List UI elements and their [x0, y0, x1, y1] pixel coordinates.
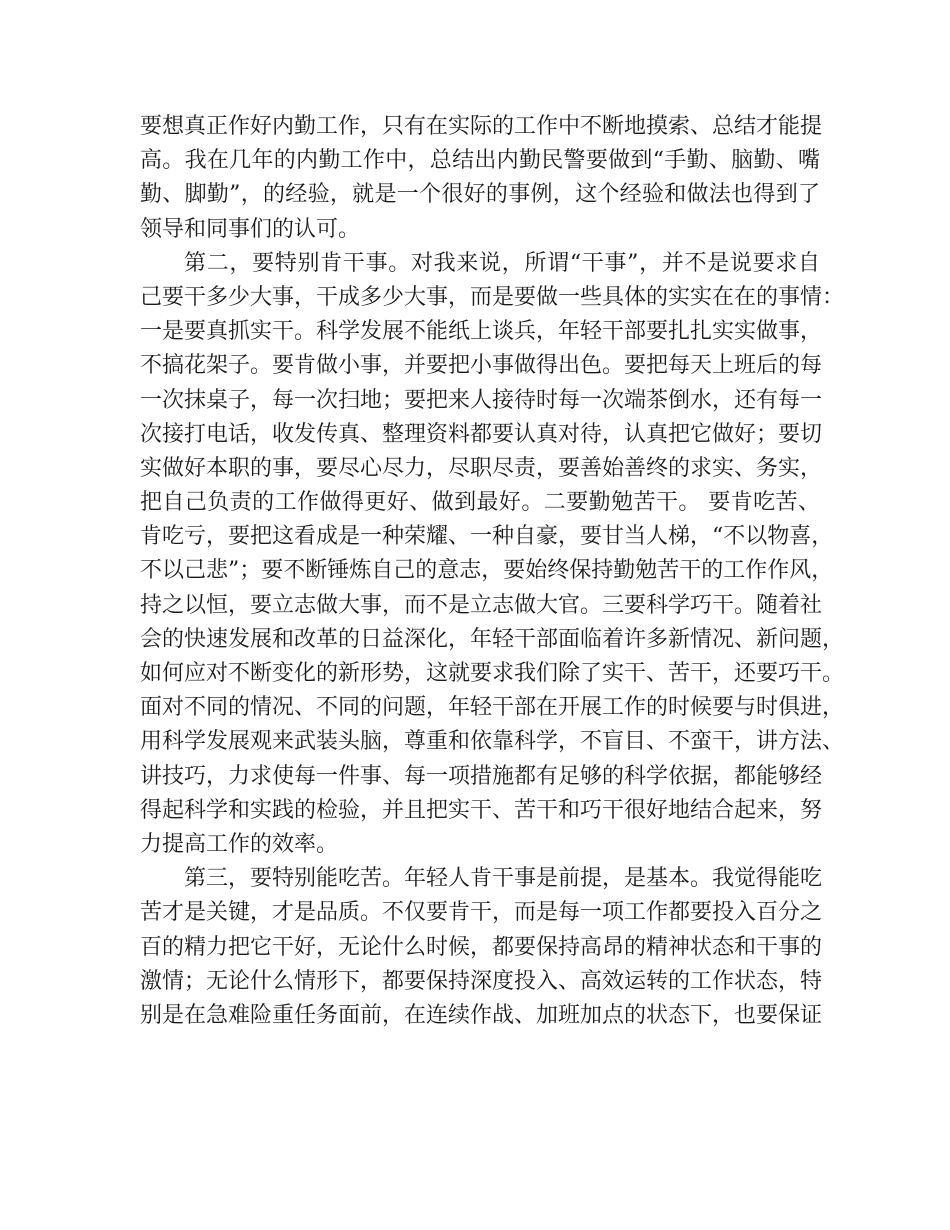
- text-line: 高。我在几年的内勤工作中，总结出内勤民警要做到“手勤、脑勤、嘴: [140, 148, 820, 174]
- paragraph-2: [140, 247, 845, 862]
- text-line: 不搞花架子。要肯做小事，并要把小事做得出色。要把每天上班后的每: [140, 353, 823, 379]
- text-line: 一是要真抓实干。科学发展不能纸上谈兵，年轻干部要扎扎实实做事，: [140, 319, 823, 345]
- text-line: 如何应对不断变化的新形势，这就要求我们除了实干、苦干，还要巧干。: [140, 661, 845, 686]
- text-line: 实做好本职的事，要尽心尽力，尽职尽责，要善始善终的求实、务实，: [140, 455, 823, 481]
- text-line: 讲技巧，力求使每一件事、每一项措施都有足够的科学依据，都能够经: [140, 763, 823, 789]
- text-line: 己要干多少大事，干成多少大事，而是要做一些具体的实实在在的事情：: [140, 284, 845, 310]
- text-line: 不以己悲”；要不断锤炼自己的意志，要始终保持勤勉苦干的工作作风，: [140, 558, 834, 584]
- text-line: 得起科学和实践的检验，并且把实干、苦干和巧干很好地结合起来，努: [140, 797, 823, 823]
- text-line: 面对不同的情况、不同的问题，年轻干部在开展工作的时候要与时俱进，: [140, 695, 845, 721]
- text-line: 用科学发展观来武装头脑，尊重和依靠科学，不盲目、不蛮干，讲方法、: [140, 729, 845, 755]
- paragraph-1: [140, 110, 823, 247]
- text-line: 肯吃亏，要把这看成是一种荣耀、一种自豪，要甘当人梯，“不以物喜，: [140, 524, 834, 550]
- text-line: 要想真正作好内勤工作，只有在实际的工作中不断地摸索、总结才能提: [140, 114, 823, 139]
- text-line: 会的快速发展和改革的日益深化，年轻干部面临着许多新情况、新问题，: [140, 626, 845, 652]
- text-line: 一次抹桌子，每一次扫地；要把来人接待时每一次端茶倒水，还有每一: [140, 387, 823, 413]
- text-line: 把自己负责的工作做得更好、做到最好。二要勤勉苦干。 要肯吃苦、: [140, 490, 820, 516]
- text-line: 次接打电话，收发传真、整理资料都要认真对待，认真把它做好；要切: [140, 421, 823, 447]
- text-line: 第三，要特别能吃苦。年轻人肯干事是前提，是基本。我觉得能吃: [184, 866, 823, 892]
- text-line: 第二，要特别肯干事。对我来说，所谓“干事”，并不是说要求自: [184, 250, 820, 276]
- paragraph-3: [140, 862, 823, 1033]
- text-line: 勤、脚勤”，的经验，就是一个很好的事例，这个经验和做法也得到了: [140, 182, 820, 208]
- text-line: 持之以恒，要立志做大事，而不是立志做大官。三要科学巧干。随着社: [140, 592, 823, 618]
- text-line: 别是在急难险重任务面前，在连续作战、加班加点的状态下，也要保证: [140, 1002, 823, 1028]
- text-line: 百的精力把它干好，无论什么时候，都要保持高昂的精神状态和干事的: [140, 934, 823, 960]
- document-page: [140, 110, 845, 1033]
- text-line: 力提高工作的效率。: [140, 831, 339, 857]
- text-line: 领导和同事们的认可。: [140, 216, 361, 242]
- text-line: 苦才是关键，才是品质。不仅要肯干，而是每一项工作都要投入百分之: [140, 900, 823, 926]
- text-line: 激情；无论什么情形下，都要保持深度投入、高效运转的工作状态，特: [140, 968, 823, 994]
